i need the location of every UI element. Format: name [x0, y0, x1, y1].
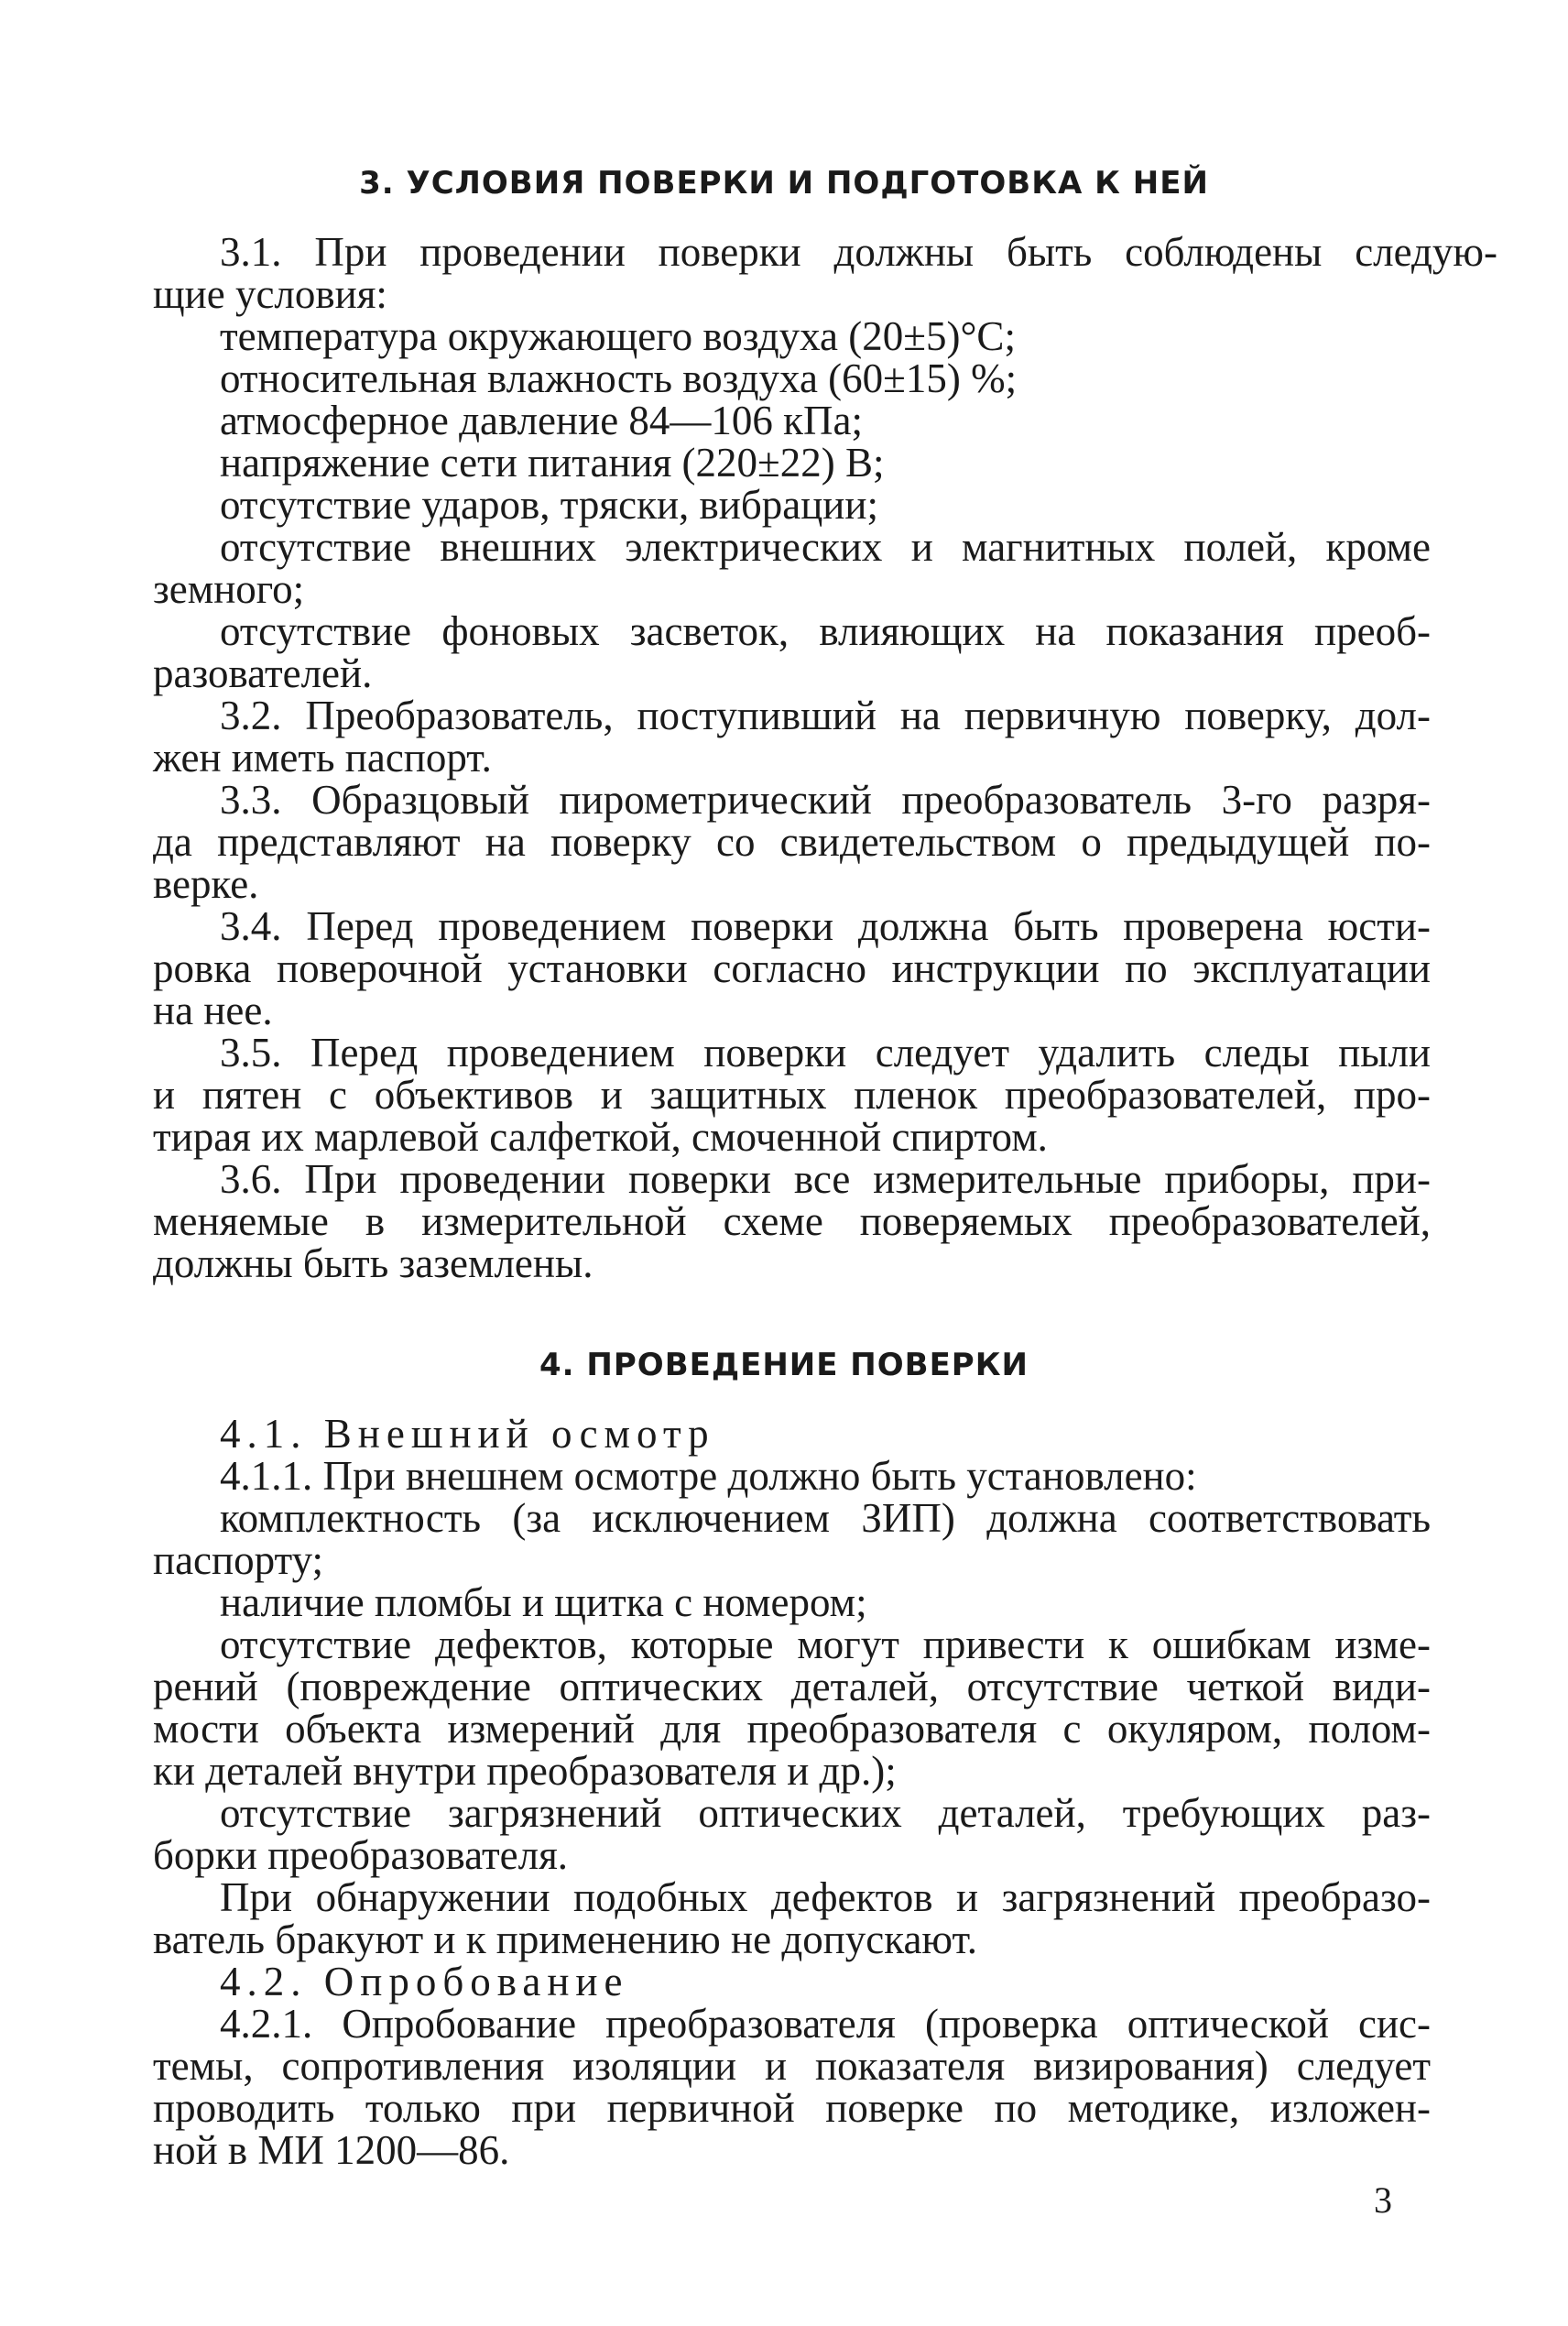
paragraph-line: темы, сопротивления изоляции и показателя визирования) следует: [153, 2043, 1431, 2089]
paragraph-line: отсутствие ударов, тряски, вибрации;: [220, 482, 878, 528]
paragraph-line: меняемые в измерительной схеме поверяемых преобразователей,: [153, 1198, 1431, 1244]
paragraph-line: отсутствие фоновых засветок, влияющих на показания преоб-: [220, 608, 1431, 654]
paragraph-line: 4.1.1. При внешнем осмотре должно быть установлено:: [220, 1453, 1197, 1499]
paragraph-line: 3.4. Перед проведением поверки должна быть проверена юсти-: [220, 903, 1431, 949]
paragraph-line: паспорту;: [153, 1537, 323, 1583]
paragraph-line: на нее.: [153, 988, 273, 1033]
paragraph-line: тирая их марлевой салфеткой, смоченной спиртом.: [153, 1114, 1048, 1160]
paragraph-line: и пятен с объективов и защитных пленок преобразователей, про-: [153, 1072, 1431, 1118]
paragraph-line: температура окружающего воздуха (20±5)°C;: [220, 313, 1016, 359]
paragraph-line: При обнаружении подобных дефектов и загрязнений преобразо-: [220, 1874, 1431, 1920]
paragraph-line: проводить только при первичной поверке по методике, изложен-: [153, 2085, 1431, 2131]
paragraph-line: 3.5. Перед проведением поверки следует удалить следы пыли: [220, 1030, 1431, 1076]
paragraph-line: 3.1. При проведении поверки должны быть соблюдены следую-: [220, 229, 1497, 275]
paragraph-line: должны быть заземлены.: [153, 1240, 593, 1286]
paragraph-line: 3.2. Преобразователь, поступивший на первичную поверку, дол-: [220, 693, 1431, 738]
paragraph-line: 3.3. Образцовый пирометрический преобразователь 3-го разря-: [220, 777, 1431, 823]
paragraph-line: наличие пломбы и щитка с номером;: [220, 1579, 867, 1625]
paragraph-line: щие условия:: [153, 271, 387, 317]
subsection-title: 4.2. Опробование: [220, 1959, 629, 2004]
paragraph-line: ровка поверочной установки согласно инструкции по эксплуатации: [153, 945, 1431, 991]
paragraph-line: мости объекта измерений для преобразователя с окуляром, полом-: [153, 1706, 1431, 1752]
paragraph-line: рений (повреждение оптических деталей, отсутствие четкой види-: [153, 1664, 1431, 1709]
paragraph-line: борки преобразователя.: [153, 1832, 569, 1878]
paragraph-line: жен иметь паспорт.: [153, 735, 492, 781]
paragraph-line: 3.6. При проведении поверки все измерительные приборы, при-: [220, 1156, 1431, 1202]
paragraph-line: да представляют на поверку со свидетельством о предыдущей по-: [153, 819, 1431, 865]
paragraph-line: разователей.: [153, 650, 373, 696]
paragraph-line: комплектность (за исключением ЗИП) должна соответствовать: [220, 1495, 1431, 1541]
paragraph-line: отсутствие загрязнений оптических деталей, требующих раз-: [220, 1790, 1431, 1836]
paragraph-line: атмосферное давление 84—106 кПа;: [220, 398, 864, 443]
page-number: 3: [1374, 2179, 1392, 2221]
paragraph-line: отсутствие дефектов, которые могут привести к ошибкам изме-: [220, 1622, 1431, 1667]
paragraph-line: относительная влажность воздуха (60±15) %;: [220, 355, 1018, 401]
paragraph-line: ной в МИ 1200—86.: [153, 2127, 510, 2173]
paragraph-line: верке.: [153, 861, 259, 907]
paragraph-line: ватель бракуют и к применению не допускают.: [153, 1916, 977, 1962]
section-4-heading: 4. ПРОВЕДЕНИЕ ПОВЕРКИ: [539, 1347, 1029, 1383]
paragraph-line: 4.2.1. Опробование преобразователя (проверка оптической сис-: [220, 2001, 1431, 2047]
paragraph-line: земного;: [153, 566, 305, 612]
subsection-title: 4.1. Внешний осмотр: [220, 1411, 715, 1457]
section-3-heading: 3. УСЛОВИЯ ПОВЕРКИ И ПОДГОТОВКА К НЕЙ: [359, 165, 1209, 202]
paragraph-line: ки деталей внутри преобразователя и др.);: [153, 1748, 897, 1794]
paragraph-line: отсутствие внешних электрических и магнитных полей, кроме: [220, 524, 1431, 570]
paragraph-line: напряжение сети питания (220±22) В;: [220, 440, 885, 486]
